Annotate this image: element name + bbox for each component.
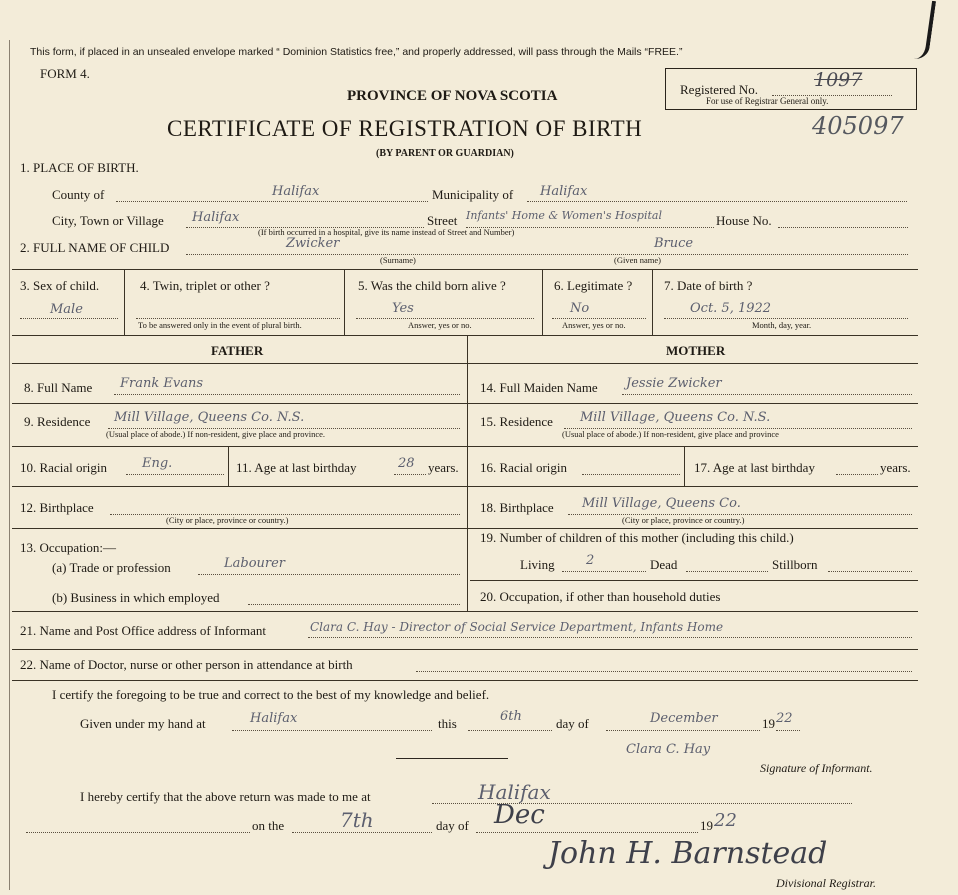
mother-racial-label: 16. Racial origin <box>480 460 568 475</box>
this-label: this <box>438 716 457 731</box>
children-label: 19. Number of children of this mother (including this child.) <box>480 530 794 545</box>
trade-label: (a) Trade or profession <box>52 560 171 575</box>
mother-name: Jessie Zwicker <box>626 376 722 391</box>
registrar-day-line <box>292 832 432 833</box>
certificate-number: 405097 <box>812 112 904 140</box>
street-label: Street <box>427 213 458 228</box>
given-label: Given under my hand at <box>80 716 206 731</box>
rule <box>12 446 918 447</box>
registrar-place: Halifax <box>478 780 551 804</box>
sex-value: Male <box>50 302 83 317</box>
mother-age-line <box>836 474 878 475</box>
mother-birthplace: Mill Village, Queens Co. <box>582 496 741 511</box>
rule <box>12 363 918 364</box>
alive-label: 5. Was the child born alive ? <box>358 278 506 293</box>
certify-statement: I certify the foregoing to be true and correct to the best of my knowledge and belief. <box>52 687 490 702</box>
stillborn-label: Stillborn <box>772 557 818 572</box>
house-line <box>778 227 908 228</box>
registered-label: Registered No. <box>680 82 758 97</box>
informant-signature-caption: Signature of Informant. <box>760 761 873 775</box>
registrar-month: Dec <box>494 800 545 830</box>
signature-line <box>396 758 508 759</box>
mother-racial-line <box>582 474 680 475</box>
registrar-caption: Divisional Registrar. <box>776 876 877 890</box>
mother-age-label: 17. Age at last birthday <box>694 460 815 475</box>
center-divider <box>467 335 468 611</box>
informant-value: Clara C. Hay - Director of Social Service Department, Infants Home <box>310 620 724 634</box>
divider <box>684 446 685 486</box>
father-birthplace-label: 12. Birthplace <box>20 500 94 515</box>
county-value: Halifax <box>272 184 320 199</box>
form-number: FORM 4. <box>40 66 90 81</box>
registrar-day: 7th <box>340 808 374 832</box>
child-surname: Zwicker <box>286 236 340 251</box>
place-of-birth-heading: 1. PLACE OF BIRTH. <box>20 160 139 175</box>
registrar-pre-line <box>26 832 250 833</box>
twin-label: 4. Twin, triplet or other ? <box>140 278 270 293</box>
trade-value: Labourer <box>224 556 286 571</box>
twin-line <box>136 318 340 319</box>
registrar-statement: I hereby certify that the above return was made to me at <box>80 789 371 804</box>
dob-note: Month, day, year. <box>752 320 812 330</box>
given-month: December <box>650 711 718 726</box>
divider <box>228 446 229 486</box>
given-place: Halifax <box>250 711 298 726</box>
mother-name-line <box>622 394 912 395</box>
child-name-line <box>186 254 908 255</box>
registered-box <box>665 68 917 110</box>
dob-label: 7. Date of birth ? <box>664 278 753 293</box>
legitimate-note: Answer, yes or no. <box>562 320 626 330</box>
city-label: City, Town or Village <box>52 213 164 228</box>
rule <box>12 649 918 650</box>
registrar-day-of-label: day of <box>436 818 469 833</box>
given-year-prefix: 19 <box>762 716 775 731</box>
legit-line <box>552 318 646 319</box>
father-name-line <box>114 394 460 395</box>
registered-note: For use of Registrar General only. <box>706 96 829 106</box>
rule <box>12 269 918 270</box>
dob-value: Oct. 5, 1922 <box>690 301 772 316</box>
given-day: 6th <box>500 709 522 724</box>
rule <box>12 680 918 681</box>
rule <box>12 403 918 404</box>
given-place-line <box>232 730 432 731</box>
informant-label: 21. Name and Post Office address of Informant <box>20 623 266 638</box>
living-value: 2 <box>586 553 595 568</box>
registrar-year-prefix: 19 <box>700 818 713 833</box>
county-label: County of <box>52 187 105 202</box>
dead-label: Dead <box>650 557 678 572</box>
divider <box>124 269 125 335</box>
house-label: House No. <box>716 213 772 228</box>
alive-note: Answer, yes or no. <box>408 320 472 330</box>
father-racial: Eng. <box>142 456 173 471</box>
registrar-month-line <box>476 832 698 833</box>
municipality-line <box>527 201 907 202</box>
business-label: (b) Business in which employed <box>52 590 220 605</box>
municipality-value: Halifax <box>540 184 588 199</box>
legitimate-value: No <box>570 301 590 316</box>
mother-heading: MOTHER <box>666 343 726 358</box>
alive-line <box>356 318 534 319</box>
occupation-label: 13. Occupation:— <box>20 540 117 555</box>
left-margin-line <box>9 40 10 890</box>
rule <box>12 611 918 612</box>
mother-name-label: 14. Full Maiden Name <box>480 380 598 395</box>
divider <box>344 269 345 335</box>
given-month-line <box>606 730 760 731</box>
mother-residence-label: 15. Residence <box>480 414 553 429</box>
alive-value: Yes <box>392 301 414 316</box>
rule <box>12 335 918 336</box>
doctor-line <box>416 671 912 672</box>
rule <box>12 528 918 529</box>
twin-note: To be answered only in the event of plural birth. <box>138 320 302 330</box>
father-name-label: 8. Full Name <box>24 380 93 395</box>
surname-caption: (Surname) <box>380 255 416 265</box>
mail-note: This form, if placed in an unsealed envelope marked “ Dominion Statistics free,” and properly addressed, will pass through the Mails “FREE.” <box>30 46 683 58</box>
dead-line <box>686 571 768 572</box>
registrar-signature: John H. Barnstead <box>548 836 828 871</box>
given-day-line <box>468 730 552 731</box>
living-label: Living <box>520 557 555 572</box>
mother-occupation-label: 20. Occupation, if other than household duties <box>480 589 721 604</box>
municipality-label: Municipality of <box>432 187 514 202</box>
given-year-line <box>776 730 800 731</box>
divider <box>542 269 543 335</box>
trade-line <box>198 574 460 575</box>
father-birthplace-note: (City or place, province or country.) <box>166 515 289 525</box>
child-name-label: 2. FULL NAME OF CHILD <box>20 240 170 255</box>
father-name: Frank Evans <box>120 376 203 391</box>
county-line <box>116 201 428 202</box>
given-year: 22 <box>776 711 793 726</box>
living-line <box>562 571 646 572</box>
father-racial-line <box>126 474 224 475</box>
business-line <box>248 604 460 605</box>
father-heading: FATHER <box>211 343 264 358</box>
legitimate-label: 6. Legitimate ? <box>554 278 633 293</box>
father-years: years. <box>428 460 459 475</box>
stillborn-line <box>828 571 912 572</box>
dob-line <box>664 318 908 319</box>
divider <box>652 269 653 335</box>
province-heading: PROVINCE OF NOVA SCOTIA <box>347 88 558 104</box>
father-racial-label: 10. Racial origin <box>20 460 108 475</box>
hospital-note: (If birth occurred in a hospital, give its name instead of Street and Number) <box>258 227 515 237</box>
sex-label: 3. Sex of child. <box>20 278 100 293</box>
informant-line <box>308 637 912 638</box>
father-residence-label: 9. Residence <box>24 414 91 429</box>
informant-signature: Clara C. Hay <box>626 742 711 757</box>
mother-birthplace-note: (City or place, province or country.) <box>622 515 745 525</box>
father-age: 28 <box>398 456 415 471</box>
child-given-name: Bruce <box>654 236 694 251</box>
street-value: Infants' Home & Women's Hospital <box>466 209 662 222</box>
father-residence: Mill Village, Queens Co. N.S. <box>114 410 305 425</box>
given-day-of-label: day of <box>556 716 589 731</box>
father-age-line <box>394 474 426 475</box>
mother-residence-note: (Usual place of abode.) If non-resident, give place and province <box>562 429 779 439</box>
mother-years: years. <box>880 460 911 475</box>
mother-birthplace-label: 18. Birthplace <box>480 500 554 515</box>
sex-line <box>20 318 118 319</box>
rule <box>470 580 918 581</box>
city-value: Halifax <box>192 210 240 225</box>
ink-mark <box>914 0 936 61</box>
form-title: CERTIFICATE OF REGISTRATION OF BIRTH <box>167 116 643 141</box>
given-caption: (Given name) <box>614 255 661 265</box>
rule <box>12 486 918 487</box>
registrar-year: 22 <box>714 810 737 831</box>
father-age-label: 11. Age at last birthday <box>236 460 357 475</box>
mother-residence: Mill Village, Queens Co. N.S. <box>580 410 771 425</box>
form-subtitle: (BY PARENT OR GUARDIAN) <box>376 148 514 159</box>
registrar-on-label: on the <box>252 818 285 833</box>
doctor-label: 22. Name of Doctor, nurse or other person in attendance at birth <box>20 657 353 672</box>
registered-number: 1097 <box>814 69 863 91</box>
father-residence-note: (Usual place of abode.) If non-resident, give place and province. <box>106 429 326 439</box>
